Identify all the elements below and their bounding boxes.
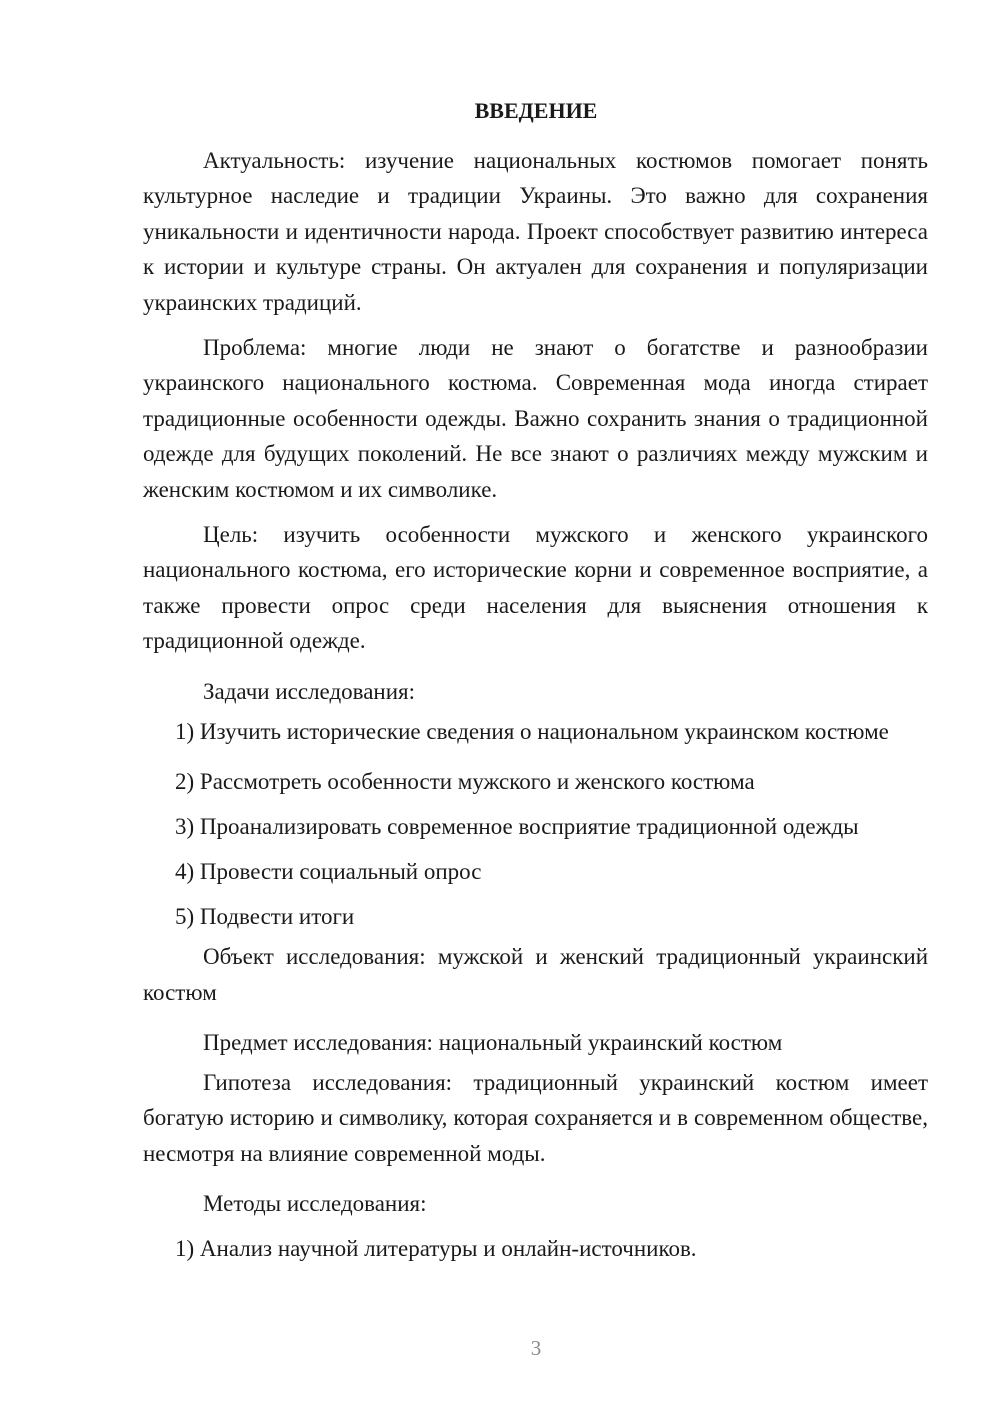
task-item: 2) Рассмотреть особенности мужского и женского костюма: [175, 769, 755, 795]
page-title: ВВЕДЕНИЕ: [474, 98, 598, 123]
page-number: 3: [530, 1336, 542, 1360]
subject-paragraph: Предмет исследования: национальный украинский костюм: [203, 1029, 783, 1055]
task-item: 4) Провести социальный опрос: [175, 859, 482, 885]
problem-paragraph: Проблема: многие люди не знают о богатстве и разнообразии украинского национального костюма. Современная мода иногда стирает традиционные особенности одежды. Важно сохранить знания о традиционной одежде для будущих поколений. Не все знают о различиях между мужским и женским костюмом и их символике.: [143, 335, 928, 502]
hypothesis-paragraph: Гипотеза исследования: традиционный украинский костюм имеет богатую историю и символику, которая сохраняется и в современном обществе, несмотря на влияние современной моды.: [143, 1069, 928, 1166]
task-item: 1) Изучить исторические сведения о национальном украинском костюме: [175, 718, 889, 744]
methods-title: Методы исследования:: [203, 1191, 427, 1217]
tasks-title: Задачи исследования:: [203, 678, 416, 704]
document-body: [143, 143, 928, 1271]
object-paragraph: Объект исследования: мужской и женский традиционный украинский костюм: [143, 944, 928, 1005]
task-item: 3) Проанализировать современное восприятие традиционной одежды: [175, 814, 859, 840]
relevance-paragraph: Актуальность: изучение национальных костюмов помогает понять культурное наследие и традиции Украины. Это важно для сохранения уникальности и идентичности народа. Проект способствует развитию интереса к истории и культуре страны. Он актуален для сохранения и популяризации украинских традиций.: [143, 148, 928, 315]
goal-paragraph: Цель: изучить особенности мужского и женского украинского национального костюма, его исторические корни и современное восприятие, а также провести опрос среди населения для выяснения отношения к традиционной одежде.: [143, 522, 928, 654]
method-item: 1) Анализ научной литературы и онлайн-источников.: [175, 1236, 697, 1262]
task-item: 5) Подвести итоги: [175, 904, 355, 930]
